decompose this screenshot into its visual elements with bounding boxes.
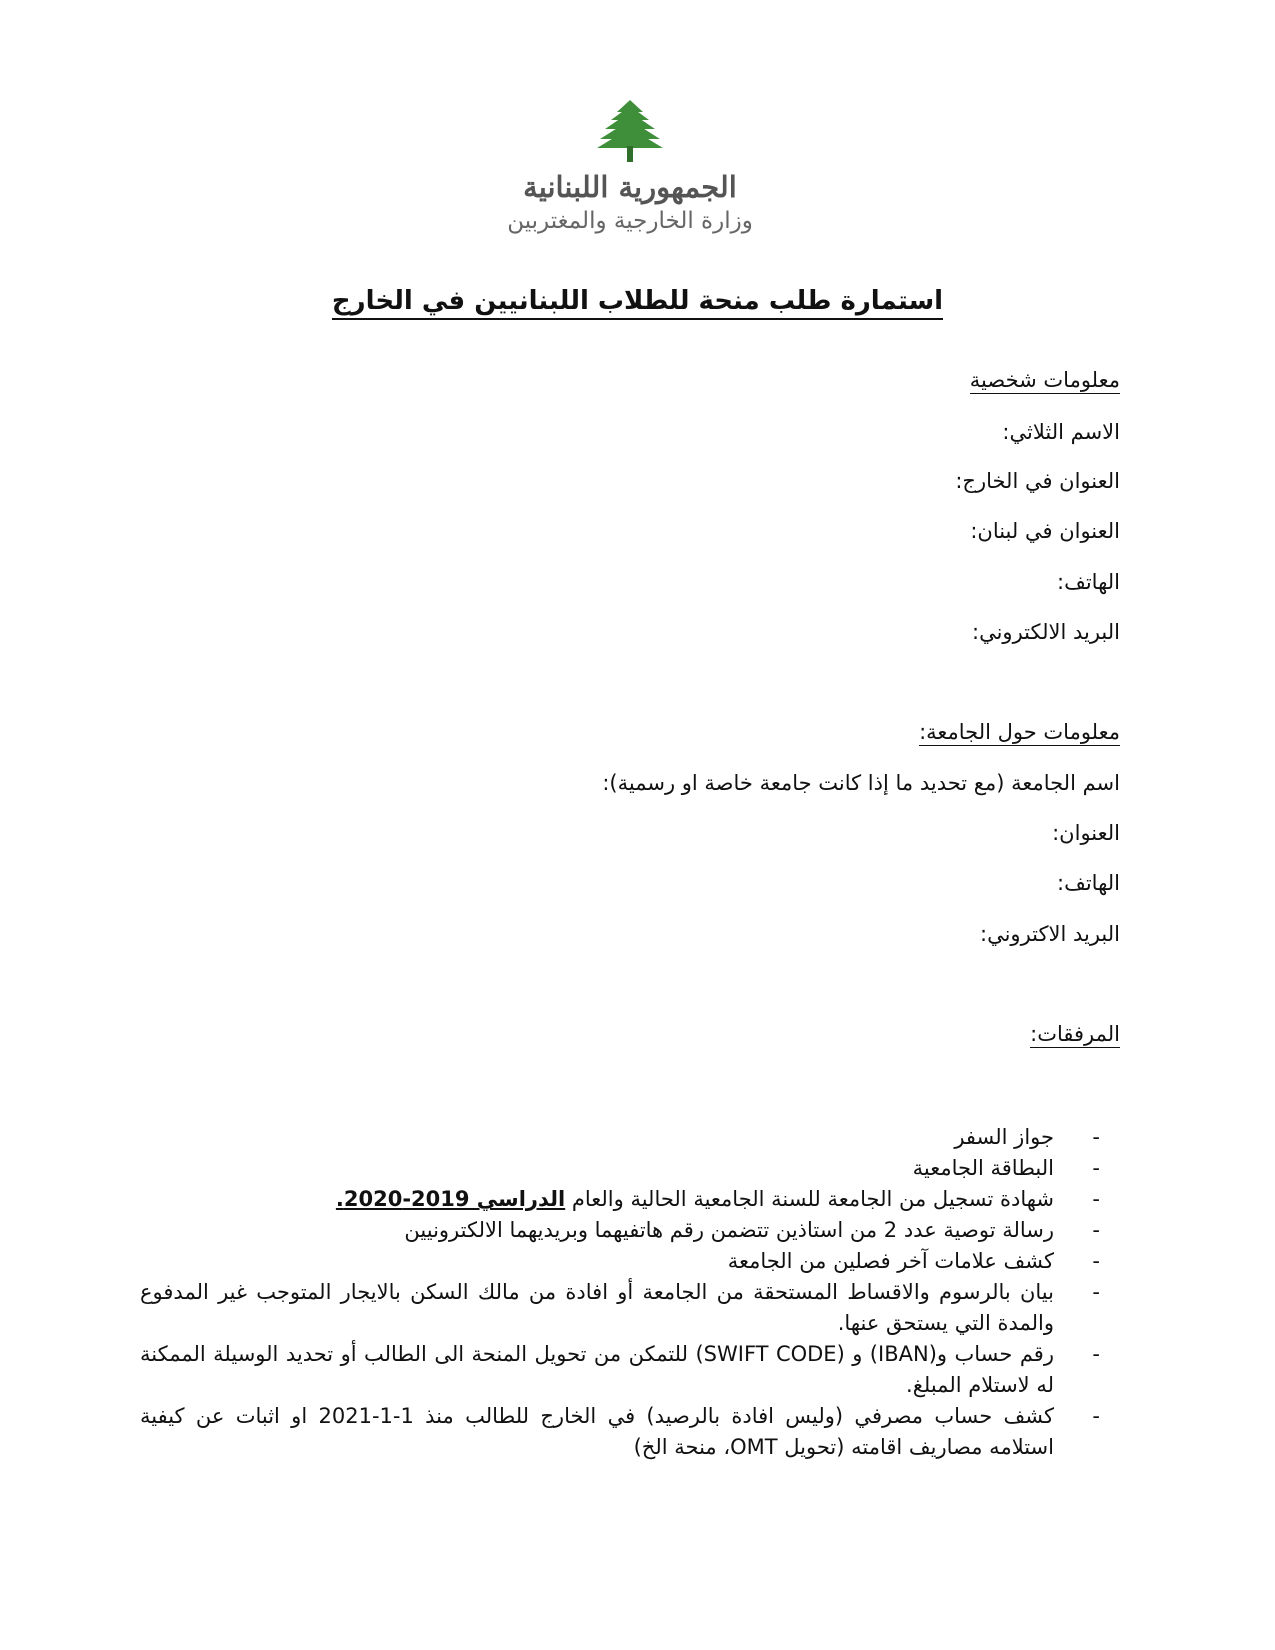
list-item: - رسالة توصية عدد 2 من استاذين تتضمن رقم هاتفيهما وبريديهما الالكترونيين	[404, 1218, 1100, 1242]
republic-name: الجمهورية اللبنانية	[523, 170, 737, 204]
address-abroad-label: العنوان في الخارج:	[955, 469, 1120, 493]
list-item: - رقم حساب و(IBAN) و (SWIFT CODE) للتمكن من تحويل المنحة الى الطالب أو تحديد الوسيلة الممكنة له لاستلام المبلغ.	[140, 1342, 1100, 1397]
list-item: - بيان بالرسوم والاقساط المستحقة من الجامعة أو افادة من مالك السكن بالايجار المتوجب غير المدفوع والمدة التي يستحق عنها.	[140, 1280, 1100, 1335]
email-label: البريد الالكتروني:	[972, 620, 1120, 644]
phone-label: الهاتف:	[1057, 570, 1120, 594]
list-item: - البطاقة الجامعية	[912, 1156, 1100, 1180]
form-title: استمارة طلب منحة للطلاب اللبنانيين في الخارج	[0, 286, 1275, 316]
attachments-list	[140, 1122, 1120, 1463]
list-item: - كشف علامات آخر فصلين من الجامعة	[727, 1249, 1100, 1273]
list-item: - كشف حساب مصرفي (وليس افادة بالرصيد) في الخارج للطالب منذ 1-1-2021 او اثبات عن كيفية استلامه مصاريف اقامته (تحويل OMT، منحة الخ)	[140, 1404, 1100, 1459]
university-phone-label: الهاتف:	[1057, 871, 1120, 895]
university-info-heading: معلومات حول الجامعة:	[919, 720, 1120, 744]
full-name-label: الاسم الثلاثي:	[1002, 420, 1120, 444]
list-item: - شهادة تسجيل من الجامعة للسنة الجامعية الحالية والعام الدراسي 2019-2020.	[335, 1187, 1100, 1211]
address-lebanon-label: العنوان في لبنان:	[970, 519, 1120, 543]
personal-info-heading: معلومات شخصية	[969, 368, 1120, 392]
university-address-label: العنوان:	[1052, 821, 1120, 845]
university-email-label: البريد الاكتروني:	[980, 922, 1120, 946]
attachments-heading: المرفقات:	[1030, 1022, 1120, 1046]
ministry-logo	[490, 98, 770, 248]
list-item: - جواز السفر	[954, 1125, 1100, 1149]
university-name-label: اسم الجامعة (مع تحديد ما إذا كانت جامعة خاصة او رسمية):	[602, 771, 1120, 795]
cedar-tree-icon	[595, 98, 665, 164]
ministry-name: وزارة الخارجية والمغتربين	[507, 208, 753, 234]
